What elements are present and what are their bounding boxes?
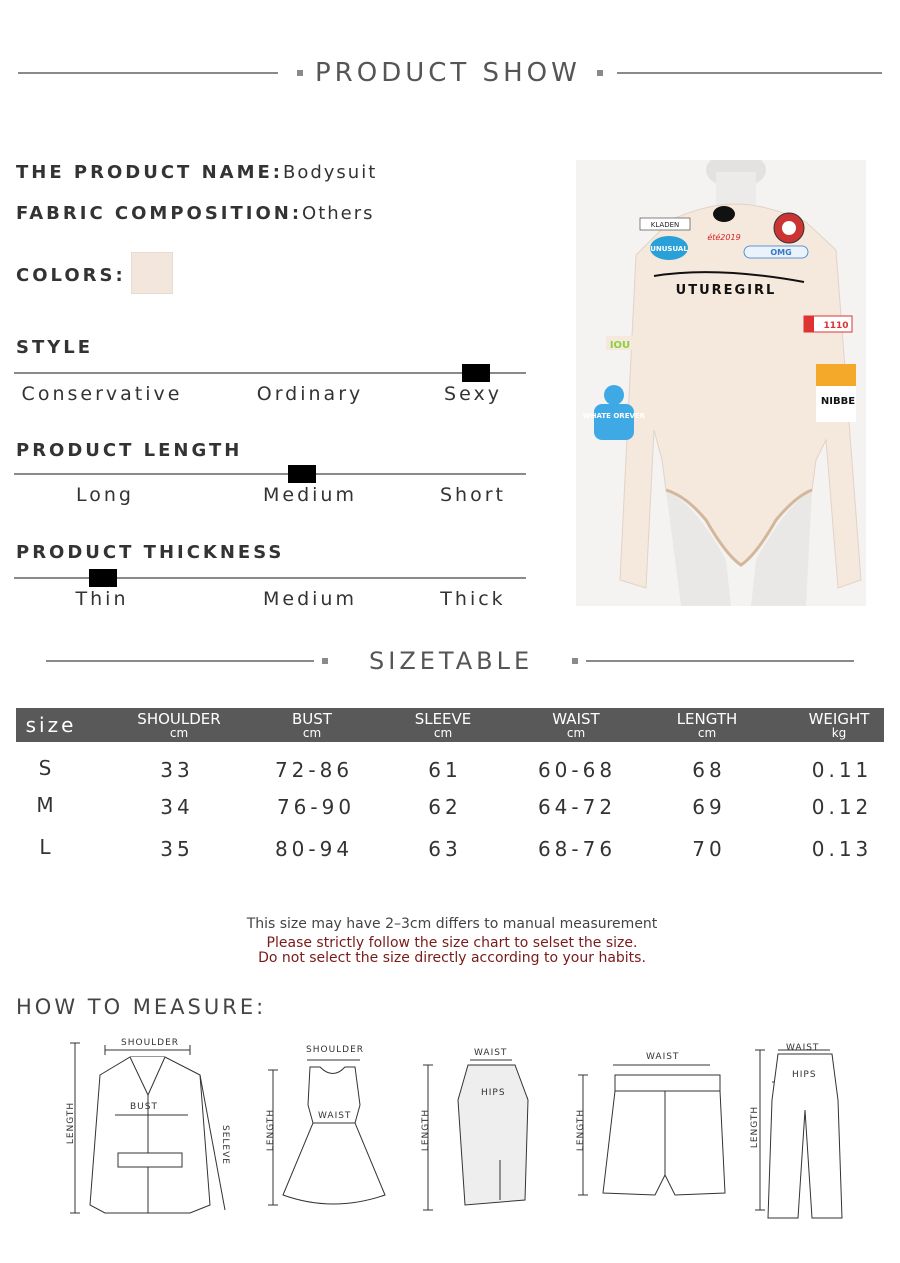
row-s-bust: 72-86 bbox=[274, 758, 354, 782]
col-length-name: LENGTH bbox=[676, 710, 738, 728]
row-m-bust: 76-90 bbox=[276, 795, 356, 819]
col-sleeve-unit: cm bbox=[433, 726, 453, 740]
patch-kladen: KLADEN bbox=[650, 221, 680, 229]
pants-diagram bbox=[750, 1040, 860, 1220]
how-to-measure-title: HOW TO MEASURE: bbox=[16, 995, 267, 1019]
sizetable-title: SIZETABLE bbox=[369, 647, 534, 675]
style-title: STYLE bbox=[16, 337, 94, 358]
patch-uturegirl: UTUREGIRL bbox=[675, 283, 777, 298]
patch-nibbe: NIBBE bbox=[820, 396, 856, 407]
col-bust-name: BUST bbox=[292, 710, 332, 728]
thickness-option-thick: Thick bbox=[440, 588, 506, 610]
jacket-shoulder-label: SHOULDER bbox=[121, 1038, 180, 1048]
col-shoulder-name: SHOULDER bbox=[137, 710, 221, 728]
col-header-sleeve bbox=[378, 712, 508, 746]
col-size-name: size bbox=[25, 713, 77, 737]
sizetable-bullet-left bbox=[322, 658, 328, 664]
row-m-length: 69 bbox=[692, 795, 726, 819]
product-name-value: Bodysuit bbox=[282, 162, 378, 183]
thickness-option-thin: Thin bbox=[75, 588, 129, 610]
col-sleeve-name: SLEEVE bbox=[414, 710, 472, 728]
col-shoulder-unit: cm bbox=[169, 726, 189, 740]
jacket-sleeve-label: SELEVE bbox=[219, 1125, 230, 1165]
col-bust-unit: cm bbox=[302, 726, 322, 740]
row-s-size: S bbox=[38, 756, 56, 780]
row-s-weight: 0.11 bbox=[811, 758, 873, 782]
row-m-sleeve: 62 bbox=[428, 795, 462, 819]
row-l-weight: 0.13 bbox=[811, 837, 873, 861]
header-bullet-right bbox=[597, 70, 603, 76]
jacket-length-label: LENGTH bbox=[66, 1101, 77, 1145]
row-m-waist: 64-72 bbox=[537, 795, 617, 819]
row-s-shoulder: 33 bbox=[160, 758, 194, 782]
patch-1110: 1110 bbox=[823, 321, 849, 331]
page-title: PRODUCT SHOW bbox=[315, 58, 581, 88]
style-option-ordinary: Ordinary bbox=[256, 383, 364, 405]
row-s-length: 68 bbox=[692, 758, 726, 782]
patch-unusual: UNUSUAL bbox=[650, 245, 688, 253]
sizetable-bullet-right bbox=[572, 658, 578, 664]
row-l-waist: 68-76 bbox=[537, 837, 617, 861]
header-rule-left bbox=[18, 72, 278, 74]
dress-waist-label: WAIST bbox=[318, 1111, 352, 1121]
thickness-marker bbox=[89, 569, 117, 587]
shorts-waist-label: WAIST bbox=[646, 1052, 680, 1062]
thickness-option-medium: Medium bbox=[263, 588, 357, 610]
length-option-medium: Medium bbox=[263, 484, 357, 506]
product-name-label: THE PRODUCT NAME: bbox=[16, 162, 283, 183]
col-header-length bbox=[642, 712, 772, 746]
col-header-size bbox=[16, 714, 86, 748]
skirt-hips-label: HIPS bbox=[481, 1088, 506, 1098]
row-s-sleeve: 61 bbox=[428, 758, 462, 782]
sizetable-rule-left bbox=[46, 660, 314, 662]
style-option-sexy: Sexy bbox=[444, 383, 502, 405]
header-bullet-left bbox=[297, 70, 303, 76]
patch-whatever: WHATE OREVER bbox=[582, 412, 646, 420]
col-header-waist bbox=[511, 712, 641, 746]
skirt-length-label: LENGTH bbox=[421, 1108, 432, 1152]
row-l-bust: 80-94 bbox=[274, 837, 354, 861]
sizetable-rule-right bbox=[586, 660, 854, 662]
row-m-weight: 0.12 bbox=[811, 795, 873, 819]
jacket-bust-label: BUST bbox=[130, 1102, 158, 1112]
note-warning-2: Do not select the size directly according to your habits. bbox=[258, 950, 646, 966]
pants-length-label: LENGTH bbox=[750, 1105, 761, 1149]
row-m-shoulder: 34 bbox=[160, 795, 194, 819]
length-scale-line bbox=[14, 473, 526, 475]
shorts-diagram bbox=[575, 1055, 730, 1205]
pants-waist-label: WAIST bbox=[786, 1043, 820, 1053]
skirt-diagram bbox=[420, 1050, 550, 1215]
note-measurement: This size may have 2–3cm differs to manual measurement bbox=[246, 916, 658, 932]
skirt-waist-label: WAIST bbox=[474, 1048, 508, 1058]
length-marker bbox=[288, 465, 316, 483]
row-l-size: L bbox=[39, 835, 55, 859]
patch-ete: été2019 bbox=[707, 233, 741, 242]
row-l-shoulder: 35 bbox=[160, 837, 194, 861]
patch-iou: IOU bbox=[609, 340, 631, 351]
fabric-row bbox=[16, 203, 375, 224]
note-warning-1: Please strictly follow the size chart to selset the size. bbox=[266, 935, 638, 951]
row-l-length: 70 bbox=[692, 837, 726, 861]
col-header-weight bbox=[774, 712, 900, 746]
product-image bbox=[576, 160, 866, 606]
fabric-value: Others bbox=[302, 203, 375, 224]
dress-diagram bbox=[265, 1045, 395, 1215]
dress-shoulder-label: SHOULDER bbox=[306, 1045, 365, 1055]
length-option-short: Short bbox=[440, 484, 506, 506]
style-scale-line bbox=[14, 372, 526, 374]
col-weight-name: WEIGHT bbox=[808, 710, 870, 728]
pants-hips-label: HIPS bbox=[792, 1070, 817, 1080]
col-header-bust bbox=[247, 712, 377, 746]
length-title: PRODUCT LENGTH bbox=[16, 440, 243, 461]
row-s-waist: 60-68 bbox=[537, 758, 617, 782]
length-option-long: Long bbox=[76, 484, 134, 506]
colors-label: COLORS: bbox=[16, 265, 126, 286]
col-weight-unit: kg bbox=[831, 726, 847, 740]
col-length-unit: cm bbox=[697, 726, 717, 740]
col-waist-name: WAIST bbox=[552, 710, 600, 728]
style-marker bbox=[462, 364, 490, 382]
fabric-label: FABRIC COMPOSITION: bbox=[16, 203, 303, 224]
product-name-row bbox=[16, 162, 377, 183]
col-waist-unit: cm bbox=[566, 726, 586, 740]
style-option-conservative: Conservative bbox=[21, 383, 183, 405]
color-swatch[interactable] bbox=[131, 252, 173, 294]
header-rule-right bbox=[617, 72, 882, 74]
row-l-sleeve: 63 bbox=[428, 837, 462, 861]
jacket-diagram bbox=[60, 1035, 235, 1220]
patch-omg: OMG bbox=[770, 248, 792, 257]
row-m-size: M bbox=[36, 793, 58, 817]
dress-length-label: LENGTH bbox=[266, 1108, 277, 1152]
col-header-shoulder bbox=[114, 712, 244, 746]
thickness-title: PRODUCT THICKNESS bbox=[16, 542, 285, 563]
shorts-length-label: LENGTH bbox=[576, 1108, 587, 1152]
